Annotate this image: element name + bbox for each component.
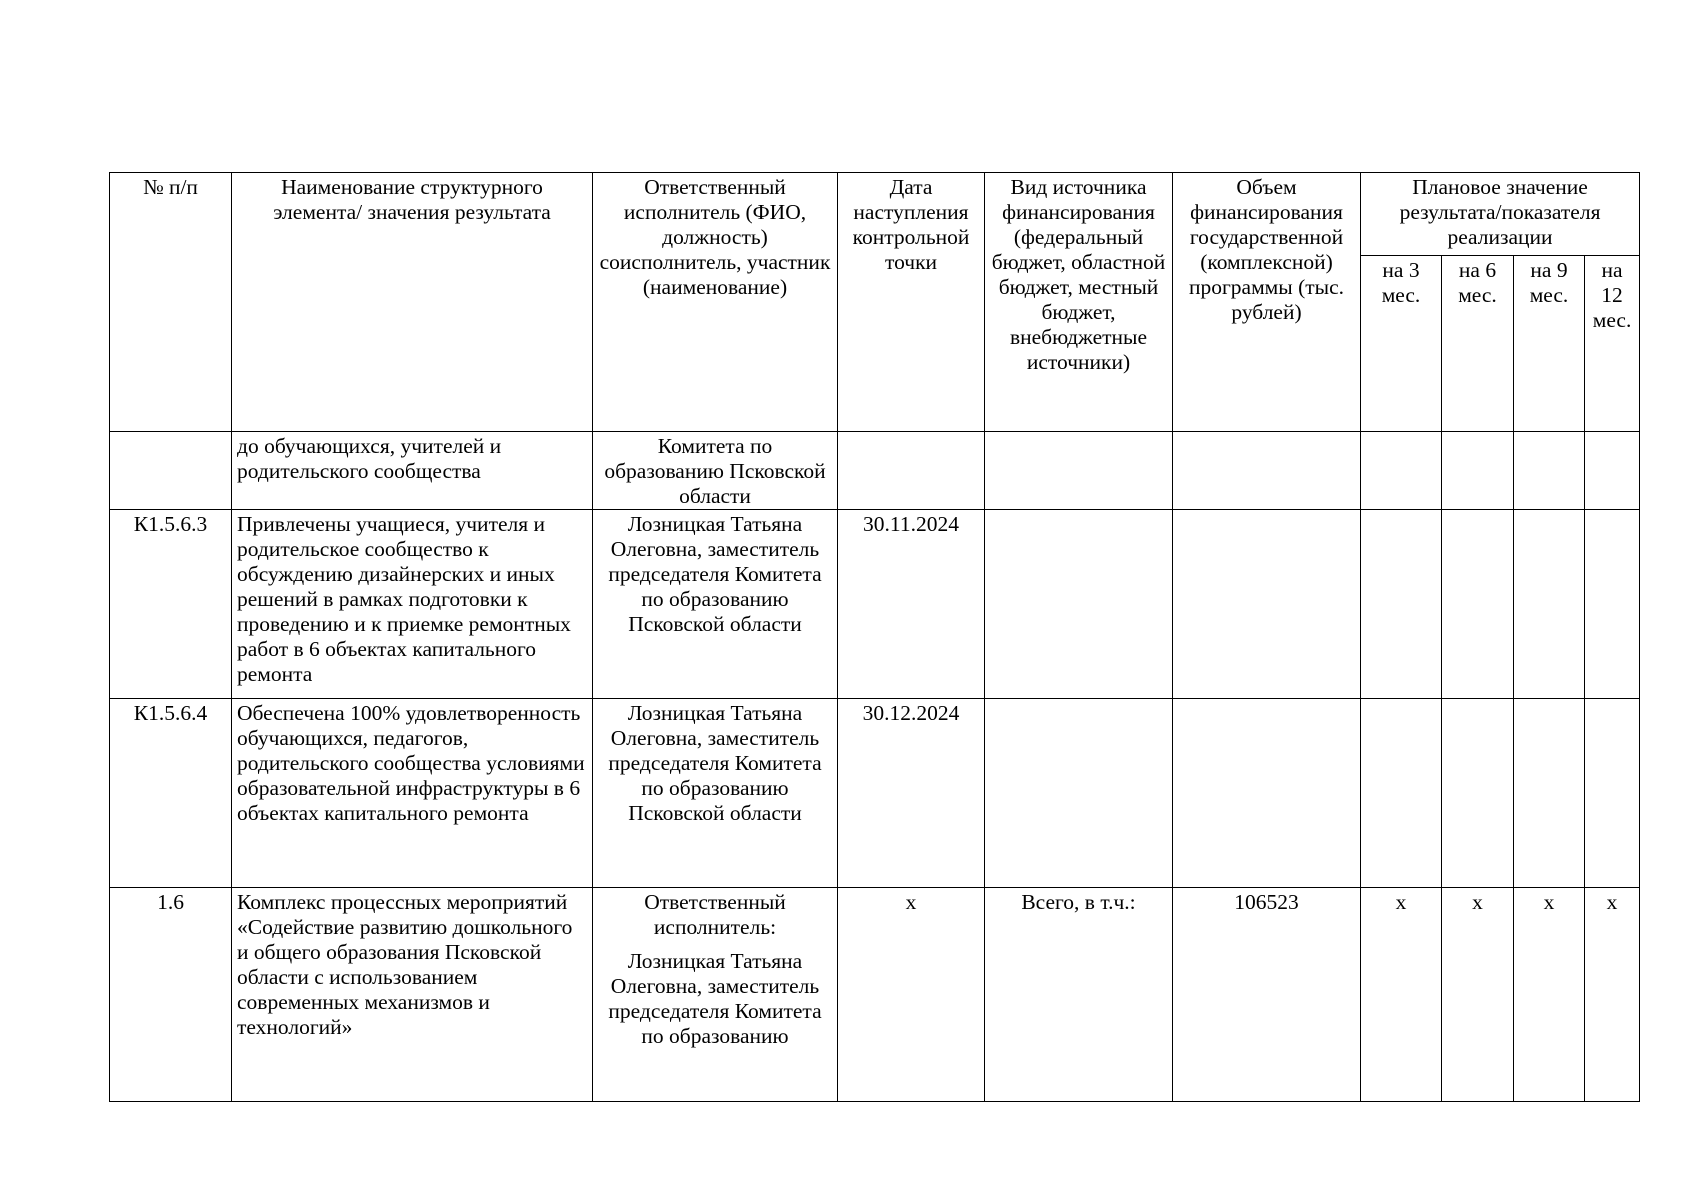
cell-m9 (1514, 699, 1585, 888)
cell-m12 (1585, 699, 1640, 888)
plan-table (109, 172, 1640, 1102)
cell-name: Комплекс процессных мероприятий «Содействие развитию дошкольного и общего образования Псковской области с использованием современных механизмов и технологий» (232, 888, 593, 1102)
cell-volume (1173, 432, 1361, 510)
cell-num: 1.6 (110, 888, 232, 1102)
cell-date: 30.12.2024 (838, 699, 985, 888)
cell-m3: х (1361, 888, 1442, 1102)
cell-m6 (1442, 432, 1514, 510)
cell-volume (1173, 699, 1361, 888)
header-name: Наименование структурного элемента/ значения результата (232, 173, 593, 432)
header-volume: Объем финансирования государственной (комплексной) программы (тыс. рублей) (1173, 173, 1361, 432)
cell-source (985, 510, 1173, 699)
cell-responsible: Лозницкая Татьяна Олеговна, заместитель председателя Комитета по образованию Псковской области (593, 510, 838, 699)
cell-name: Привлечены учащиеся, учителя и родительское сообщество к обсуждению дизайнерских и иных решений в рамках подготовки к проведению и к приемке ремонтных работ в 6 объектах капитального ремонта (232, 510, 593, 699)
cell-source: Всего, в т.ч.: (985, 888, 1173, 1102)
cell-date: 30.11.2024 (838, 510, 985, 699)
cell-num: К1.5.6.3 (110, 510, 232, 699)
cell-m6: х (1442, 888, 1514, 1102)
cell-m9 (1514, 432, 1585, 510)
cell-m9: х (1514, 888, 1585, 1102)
cell-m6 (1442, 699, 1514, 888)
cell-num: К1.5.6.4 (110, 699, 232, 888)
cell-responsible: Лозницкая Татьяна Олеговна, заместитель председателя Комитета по образованию (608, 949, 822, 1048)
header-m6: на 6 мес. (1442, 256, 1514, 432)
cell-source (985, 699, 1173, 888)
cell-name: Обеспечена 100% удовлетворенность обучающихся, педагогов, родительского сообщества условиями образовательной инфраструктуры в 6 объектах капитального ремонта (232, 699, 593, 888)
cell-m3 (1361, 510, 1442, 699)
cell-responsible-label: Ответственный исполнитель: (644, 890, 786, 939)
header-planned: Плановое значение результата/показателя реализации (1361, 173, 1640, 256)
cell-source (985, 432, 1173, 510)
header-num: № п/п (110, 173, 232, 432)
header-source: Вид источника финансирования (федеральный бюджет, областной бюджет, местный бюджет, внебюджетные источники) (985, 173, 1173, 432)
cell-m12 (1585, 510, 1640, 699)
cell-m12 (1585, 432, 1640, 510)
cell-date (838, 432, 985, 510)
table-row (110, 510, 1640, 699)
cell-m6 (1442, 510, 1514, 699)
cell-responsible-block (593, 888, 838, 1102)
spacer (598, 940, 832, 949)
header-date: Дата наступления контрольной точки (838, 173, 985, 432)
table-row (110, 699, 1640, 888)
cell-volume (1173, 510, 1361, 699)
header-m3: на 3 мес. (1361, 256, 1442, 432)
cell-m9 (1514, 510, 1585, 699)
cell-m3 (1361, 699, 1442, 888)
cell-responsible: Лозницкая Татьяна Олеговна, заместитель председателя Комитета по образованию Псковской области (593, 699, 838, 888)
cell-volume: 106523 (1173, 888, 1361, 1102)
cell-date: х (838, 888, 985, 1102)
cell-name: до обучающихся, учителей и родительского сообщества (232, 432, 593, 510)
header-m12: на 12 мес. (1585, 256, 1640, 432)
cell-m12: х (1585, 888, 1640, 1102)
table-row (110, 432, 1640, 510)
table-row (110, 888, 1640, 1102)
header-responsible: Ответственный исполнитель (ФИО, должность) соисполнитель, участник (наименование) (593, 173, 838, 432)
header-m9: на 9 мес. (1514, 256, 1585, 432)
cell-m3 (1361, 432, 1442, 510)
cell-responsible: Комитета по образованию Псковской области (593, 432, 838, 510)
cell-num (110, 432, 232, 510)
